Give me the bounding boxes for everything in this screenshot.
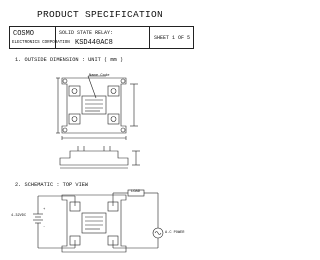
terminal-tl: [69, 86, 80, 96]
mount-hole-right-b: [121, 128, 125, 132]
terminal-tr: [108, 86, 119, 96]
label-plate: [82, 96, 106, 114]
company-sub: ELECTRONICS CORPORATION: [12, 41, 70, 45]
name-code-callout: Name Code: [89, 74, 110, 78]
outside-dimension-drawing: [56, 76, 140, 168]
schematic-drawing: [33, 190, 163, 252]
input-minus-label: -: [43, 225, 46, 229]
mount-hole-left: [63, 79, 67, 83]
input-plus-label: +: [43, 208, 46, 212]
model-number: KSD440AC8: [75, 39, 113, 47]
company-name: COSMO: [13, 30, 35, 38]
section-1-title: 1. OUTSIDE DIMENSION : UNIT ( mm ): [15, 57, 124, 63]
sheet-number: SHEET 1 OF 5: [154, 35, 191, 41]
product-type: SOLID STATE RELAY:: [59, 30, 114, 36]
dc-supply-label: 4-32VDC: [11, 214, 27, 218]
ac-power-label: A.C POWER: [165, 231, 185, 235]
load-label: LOAD: [131, 190, 141, 194]
document-title: PRODUCT SPECIFICATION: [36, 9, 164, 20]
mount-hole-right: [121, 79, 125, 83]
section-2-title: 2. SCHEMATIC : TOP VIEW: [15, 182, 89, 188]
schematic-relay-outline: [62, 195, 126, 252]
terminal-bl: [69, 114, 80, 124]
terminal-br: [108, 114, 119, 124]
relay-side-outline: [60, 151, 128, 165]
callout-leader: [88, 76, 96, 98]
sch-label-plate: [82, 213, 106, 233]
mount-hole-left-b: [63, 128, 67, 132]
